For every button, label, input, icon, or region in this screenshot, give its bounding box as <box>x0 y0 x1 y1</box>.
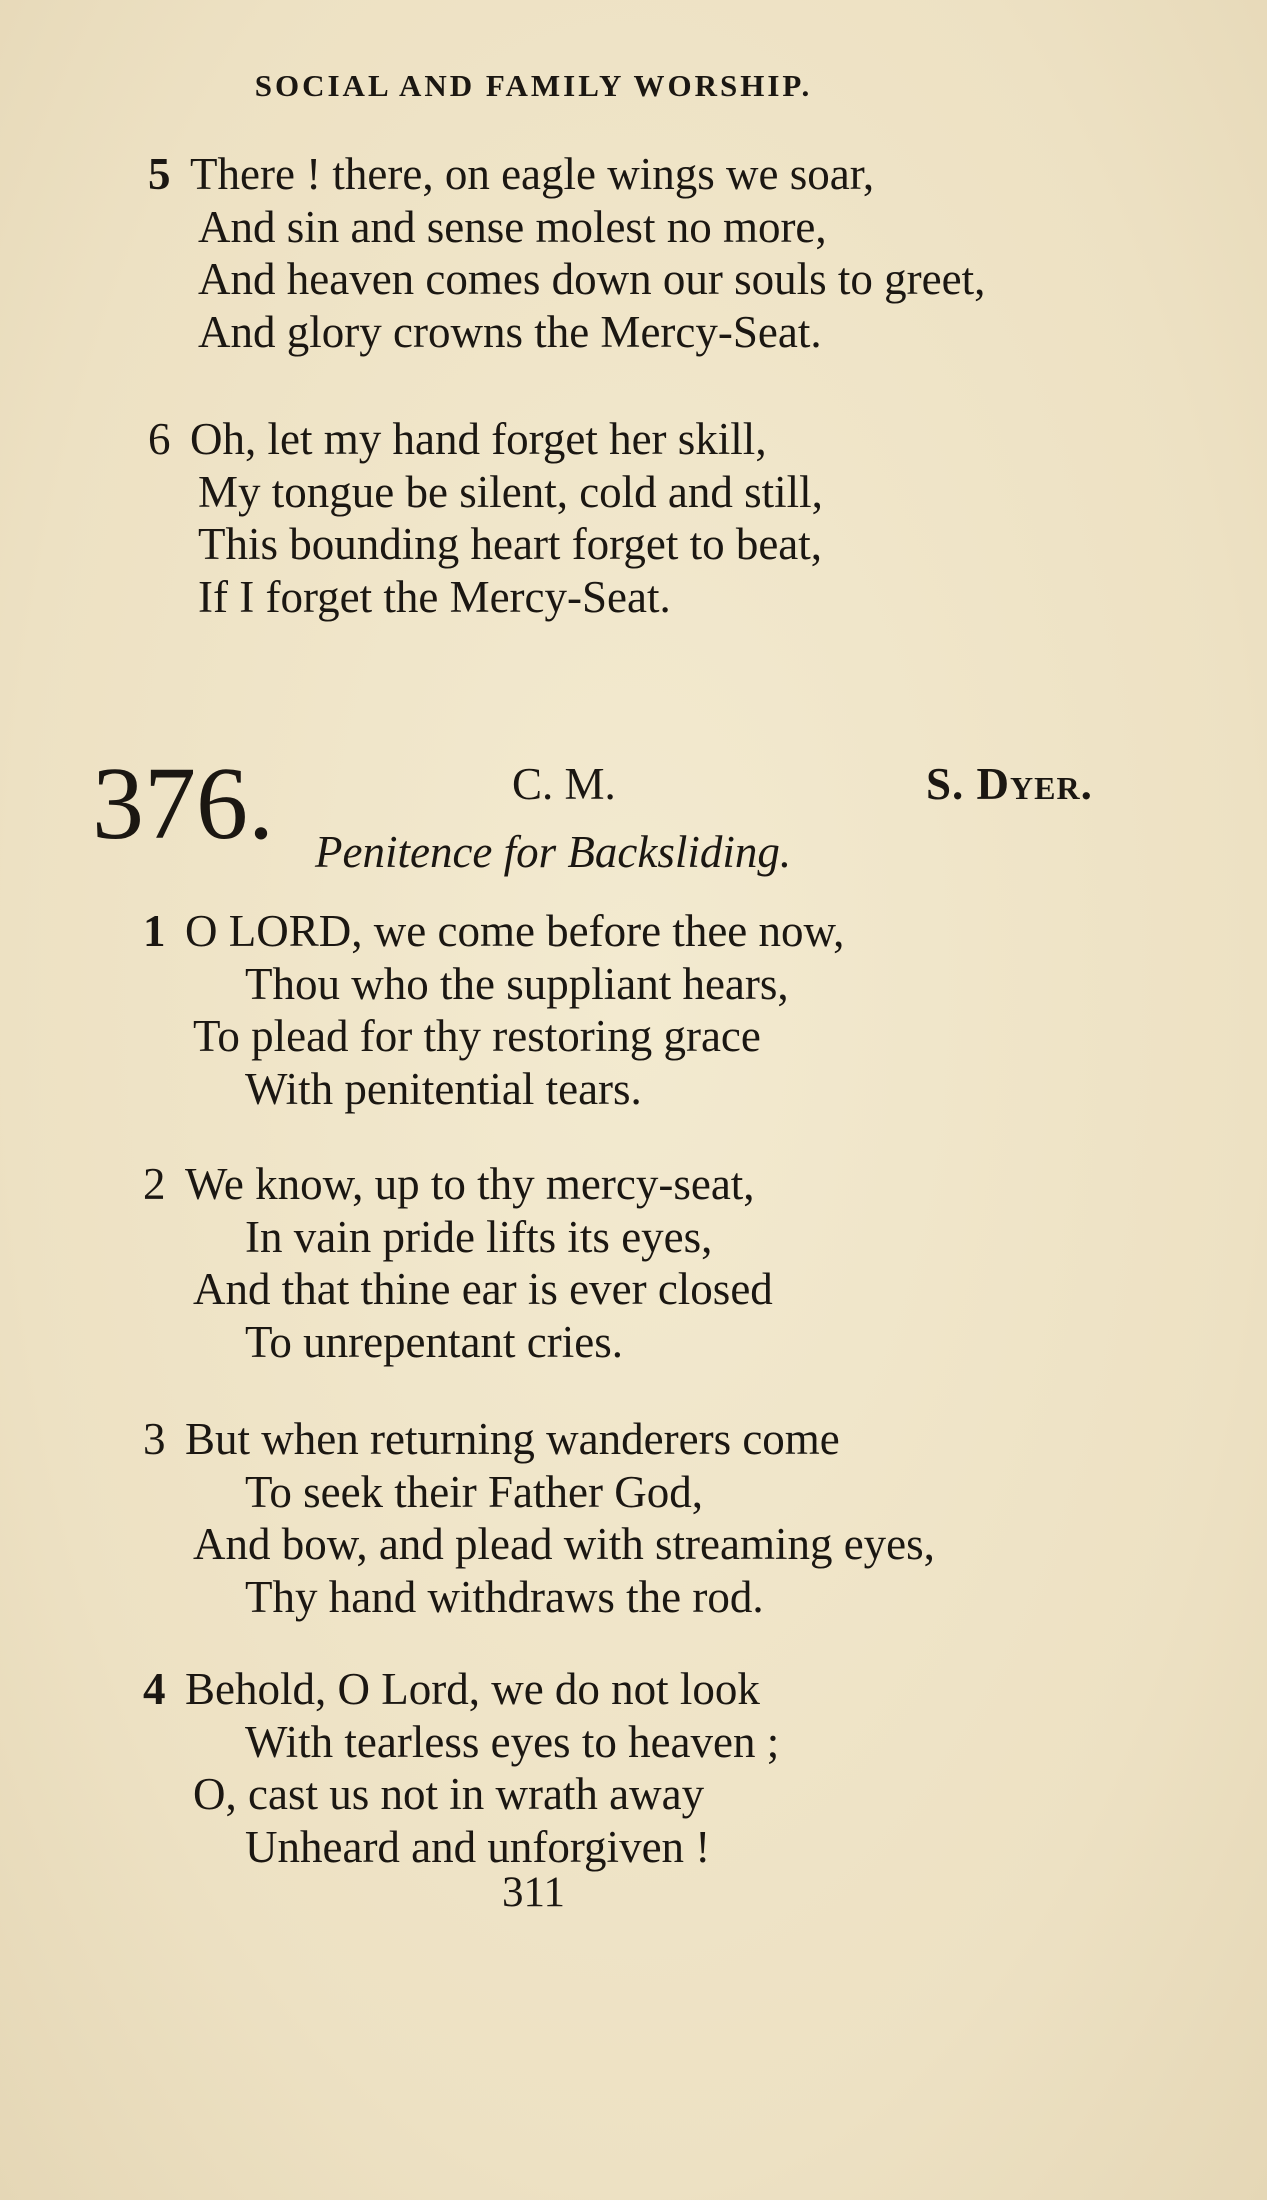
stanza-line: To plead for thy restoring grace <box>193 1011 761 1061</box>
stanza-line: 1 O LORD, we come before thee now, <box>143 906 845 956</box>
stanza-number: 6 <box>148 414 171 464</box>
stanza-5 <box>148 148 985 358</box>
hymn-stanza-3 <box>143 1413 935 1623</box>
stanza-line: O, cast us not in wrath away <box>193 1769 705 1819</box>
hymn-stanza-2 <box>143 1158 773 1368</box>
stanza-line: With tearless eyes to heaven ; <box>245 1716 780 1767</box>
hymn-stanza-1 <box>143 905 844 1115</box>
stanza-line: To seek their Father God, <box>245 1466 703 1517</box>
stanza-line: To unrepentant cries. <box>245 1316 623 1367</box>
stanza-line: My tongue be silent, cold and still, <box>198 466 823 517</box>
stanza-line: And bow, and plead with streaming eyes, <box>193 1519 935 1569</box>
stanza-line: And that thine ear is ever closed <box>193 1264 773 1314</box>
hymn-title: Penitence for Backsliding. <box>315 827 792 877</box>
stanza-6 <box>148 413 823 623</box>
stanza-line: If I forget the Mercy-Seat. <box>198 571 671 622</box>
stanza-number: 1 <box>143 906 166 956</box>
stanza-number: 3 <box>143 1414 166 1464</box>
stanza-line: 4 Behold, O Lord, we do not look <box>143 1664 760 1714</box>
stanza-line: Unheard and unforgiven ! <box>245 1821 711 1872</box>
page-number: 311 <box>502 1869 565 1916</box>
stanza-line: And sin and sense molest no more, <box>198 201 827 252</box>
stanza-line: And heaven comes down our souls to greet, <box>198 254 986 304</box>
stanza-line: Thy hand withdraws the rod. <box>245 1571 764 1622</box>
stanza-line: 6 Oh, let my hand forget her skill, <box>148 414 767 464</box>
stanza-number: 2 <box>143 1159 166 1209</box>
stanza-line: And glory crowns the Mercy-Seat. <box>198 306 822 357</box>
stanza-number: 5 <box>148 149 171 199</box>
running-head: SOCIAL AND FAMILY WORSHIP. <box>254 68 813 103</box>
hymn-stanza-4 <box>143 1663 779 1873</box>
stanza-line: This bounding heart forget to beat, <box>198 519 823 569</box>
stanza-line: 2 We know, up to thy mercy-seat, <box>143 1159 755 1209</box>
hymn-meter: C. M. <box>512 759 616 809</box>
hymn-author: S. Dyer. <box>926 759 1093 809</box>
hymn-number: 376. <box>92 746 274 861</box>
stanza-line: Thou who the suppliant hears, <box>245 958 789 1009</box>
stanza-number: 4 <box>143 1664 166 1714</box>
stanza-line: In vain pride lifts its eyes, <box>245 1211 713 1262</box>
stanza-line: 3 But when returning wanderers come <box>143 1414 840 1464</box>
stanza-line: With penitential tears. <box>245 1063 642 1114</box>
stanza-line: 5 There ! there, on eagle wings we soar, <box>148 149 875 199</box>
